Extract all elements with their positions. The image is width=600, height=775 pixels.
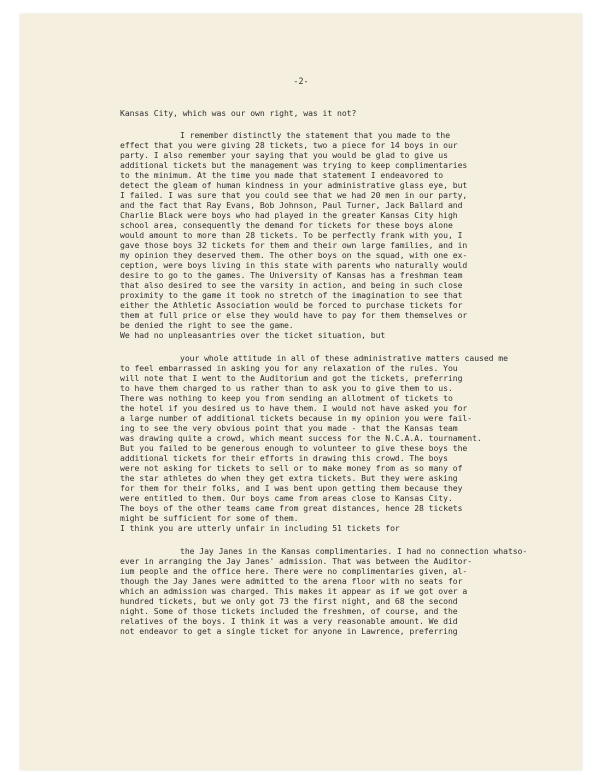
text-line: ium people and the office here. There were no complimentaries given, al- [120,566,468,576]
text-line: be denied the right to see the game. [120,320,294,330]
text-line: the Jay Janes in the Kansas complimentaries. I had no connection whatso- [180,546,528,556]
text-line: will note that I went to the Auditorium and got the tickets, preferring [120,373,463,383]
text-line: your whole attitude in all of these administrative matters caused me [180,353,508,363]
text-line: though the Jay Janes were admitted to the arena floor with no seats for [120,576,463,586]
text-line: were entitled to them. Our boys came from areas close to Kansas City. [120,493,453,503]
text-line: not endeavor to get a single ticket for anyone in Lawrence, preferring [120,626,458,636]
document-page [20,14,582,770]
text-line: ception, were boys living in this state with parents who naturally would [120,260,468,270]
text-line: them at full price or else they would have to pay for them themselves or [120,310,468,320]
text-line: school area, consequently the demand for tickets for these boys alone [120,220,453,230]
page-number: -2- [293,76,309,86]
text-line: Kansas City, which was our own right, was it not? [120,108,357,118]
text-line: I think you are utterly unfair in including 51 tickets for [120,523,400,533]
text-line: effect that you were giving 28 tickets, two a piece for 14 boys in our [120,140,458,150]
text-line: to the minimum. At the time you made that statement I endeavored to [120,170,444,180]
text-line: to feel embarrassed in asking you for any relaxation of the rules. You [120,363,458,373]
text-line: for them for their folks, and I was bent upon getting them because they [120,483,463,493]
text-line: ever in arranging the Jay Janes' admission. That was between the Auditor- [120,556,473,566]
text-line: to have them charged to us rather than to ask you to give them to us. [120,383,453,393]
text-line: I remember distinctly the statement that you made to the [180,130,451,140]
text-line: gave those boys 32 tickets for them and their own large families, and in [120,240,468,250]
text-line: night. Some of those tickets included the freshmen, of course, and the [120,606,458,616]
text-line: that also desired to see the varsity in action, and being in such close [120,280,463,290]
text-line: Charlie Black were boys who had played in the greater Kansas City high [120,210,458,220]
text-line: There was nothing to keep you from sending an allotment of tickets to [120,393,453,403]
text-line: proximity to the game it took no stretch of the imagination to see that [120,290,463,300]
text-line: the star athletes do when they get extra tickets. But they were asking [120,473,458,483]
text-line: The boys of the other teams came from great distances, hence 28 tickets [120,503,463,513]
text-line: a large number of additional tickets because in my opinion you were fail- [120,413,473,423]
text-line: additional tickets but the management was trying to keep complimentaries [120,160,468,170]
text-line: the hotel if you desired us to have them. I would not have asked you for [120,403,468,413]
text-line: might be sufficient for some of them. [120,513,299,523]
text-line: was drawing quite a crowd, which meant success for the N.C.A.A. tournament. [120,433,482,443]
text-line: were not asking for tickets to sell or to make money from as so many of [120,463,463,473]
text-line: and the fact that Ray Evans, Bob Johnson, Paul Turner, Jack Ballard and [120,200,463,210]
text-line: hundred tickets, but we only got 73 the first night, and 68 the second [120,596,458,606]
text-line: either the Athletic Association would be forced to purchase tickets for [120,300,463,310]
text-line: party. I also remember your saying that you would be glad to give us [120,150,448,160]
text-line: which an admission was charged. This makes it appear as if we got over a [120,586,468,596]
text-line: We had no unpleasantries over the ticket situation, but [120,330,386,340]
text-line: detect the gleam of human kindness in your administrative glass eye, but [120,180,468,190]
text-line: desire to go to the games. The University of Kansas has a freshman team [120,270,463,280]
text-line: relatives of the boys. I think it was a very reasonable amount. We did [120,616,458,626]
text-line: ing to see the very obvious point that you made - that the Kansas team [120,423,458,433]
text-line: my opinion they deserved them. The other boys on the squad, with one ex- [120,250,468,260]
text-line: would amount to more than 28 tickets. To be perfectly frank with you, I [120,230,463,240]
text-line: I failed. I was sure that you could see that we had 20 men in our party, [120,190,468,200]
text-line: additional tickets for their efforts in drawing this crowd. The boys [120,453,448,463]
text-line: But you failed to be generous enough to volunteer to give these boys the [120,443,468,453]
